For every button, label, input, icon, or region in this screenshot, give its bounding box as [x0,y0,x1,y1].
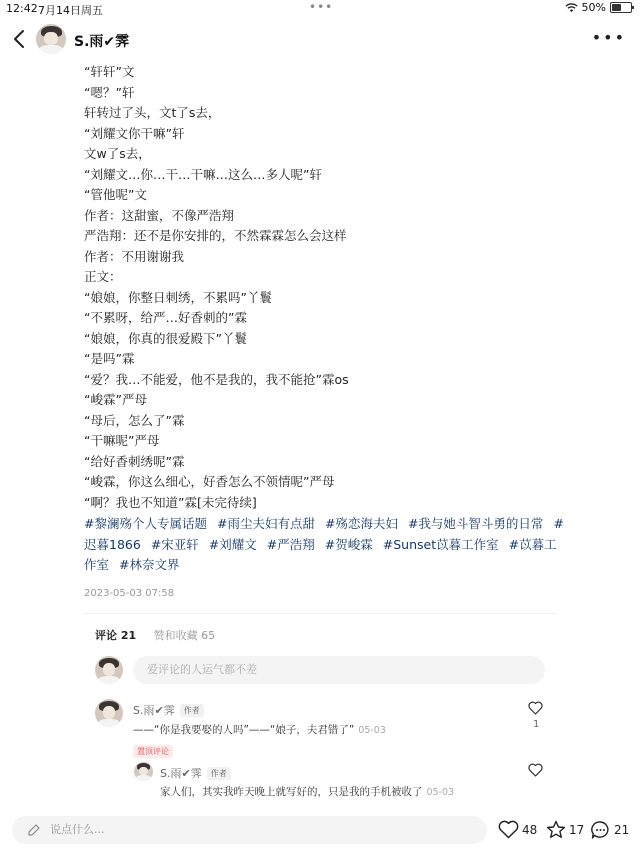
divider [84,613,556,614]
reply-header [160,762,231,781]
post-line: “爱？我…不能爱，他不是我的，我不能抢”霖os [84,371,349,387]
post-line: 文w了s去， [84,146,151,161]
avatar-shirt [136,775,151,781]
comment-like-count: 1 [533,719,540,730]
post-tags [84,514,564,576]
status-date: 7月14日周五 [38,4,103,17]
post-line: “是吗”霖 [84,351,135,366]
avatar-face [139,767,147,775]
hashtag[interactable]: #黎澜殇个人专属话题 [84,516,207,531]
hashtag[interactable]: #迟暮1866 [84,516,564,552]
heart-icon [498,820,519,839]
comment-header [133,699,204,718]
post-line: “刘耀文…你…干…干嘛…这么…多人呢”轩 [84,166,322,182]
author-avatar[interactable] [36,24,66,54]
wifi-icon [565,3,578,13]
avatar-shirt [98,676,120,684]
status-time: 12:42 [6,2,38,15]
comment-time: 05-03 [358,725,386,736]
post-content [84,62,564,576]
collect-count: 17 [569,822,585,837]
avatar-face [103,706,115,718]
pinned-comment-badge: 置顶评论 [133,745,173,758]
avatar-face [103,663,115,675]
comment-tabs [95,627,229,643]
post-line: “管他呢”文 [84,187,147,202]
back-arrow-icon[interactable] [10,28,30,50]
reply-author-badge: 作者 [207,767,231,780]
reply-author[interactable]: S.雨✔霁 [160,767,202,780]
pen-icon [26,817,40,843]
more-options-icon[interactable]: ••• [591,28,626,47]
like-action[interactable] [498,820,537,839]
hashtag[interactable]: #雨尘夫妇有点甜 [216,516,315,531]
battery-percent: 50% [581,1,606,14]
post-date: 2023-05-03 07:58 [84,588,175,599]
hashtag[interactable]: #殇恋海夫妇 [324,516,398,531]
post-line: “嗯？”轩 [84,84,135,100]
reply-body[interactable] [160,780,454,799]
hashtag[interactable]: #宋亚轩 [150,536,199,552]
avatar-shirt [39,45,63,54]
post-line: “峻霖”严母 [84,392,147,407]
battery-fill [612,4,621,11]
post-header [0,22,640,58]
reply-like-icon[interactable] [528,763,543,777]
post-line: 作者：不用谢谢我 [84,248,185,264]
author-name[interactable]: S.雨✔霁 [74,34,130,50]
comment-author[interactable]: S.雨✔霁 [133,704,175,717]
hashtag[interactable]: #Sunset苡暮工作室 [382,536,499,552]
hashtag[interactable]: #林奈文界 [119,557,180,572]
post-line: “啊？我也不知道”霖[未完待续] [84,494,257,510]
comment-body[interactable] [133,718,386,737]
like-count: 48 [522,822,538,837]
post-line: “给好香刺绣呢”霖 [84,453,185,469]
avatar-shirt [98,719,120,727]
post-line: “娘娘，你真的很爱殿下”丫鬟 [84,330,247,346]
comment-count: 21 [614,823,630,837]
post-line: “娘娘，你整日刺绣，不累吗”丫鬟 [84,289,272,305]
reply-text: 家人们，其实我昨天晚上就写好的，只是我的手机被收了 [160,786,423,798]
post-line: “刘耀文你干嘛”轩 [84,125,185,141]
post-line: “峻霖，你这么细心，好香怎么不领情呢”严母 [84,474,335,489]
comment-input[interactable]: 爱评论的人运气都不差 [133,656,545,684]
post-line: 严浩翔：还不是你安排的，不然霖霖怎么会这样 [84,228,347,243]
my-avatar [95,656,123,684]
hashtag[interactable]: #严浩翔 [266,536,315,552]
post-line: “干嘛呢”严母 [84,433,160,448]
say-something-input[interactable] [12,816,487,844]
hashtag[interactable]: #刘耀文 [208,536,257,552]
avatar-face [44,32,57,45]
post-lines [84,62,564,513]
tab-comments[interactable]: 评论 21 [95,629,137,642]
post-line: 作者：这甜蜜，不像严浩翔 [84,207,235,223]
tab-likes-collects[interactable]: 赞和收藏 65 [153,629,216,642]
reply-time: 05-03 [426,787,455,798]
reply-avatar[interactable] [134,762,153,781]
collect-action[interactable] [546,820,584,839]
star-icon [546,820,566,839]
status-bar [0,0,640,18]
comment-text: ——“你是我要娶的人吗”——“娘子，夫君错了” [133,724,355,736]
commenter-avatar[interactable] [95,699,123,727]
post-line: 正文： [84,269,122,284]
post-line: “不累呀，给严…好香刺的”霖 [84,310,247,325]
post-line: “母后，怎么了”霖 [84,412,185,428]
status-right [565,1,632,14]
author-badge: 作者 [180,704,204,717]
comment-bubble-icon [590,820,611,840]
hashtag[interactable]: #我与她斗智斗勇的日常 [407,516,544,531]
hashtag[interactable]: #贺峻霖 [324,536,373,552]
bottom-bar [0,812,640,853]
say-something-placeholder: 说点什么... [50,823,105,836]
comment-action[interactable] [590,820,629,840]
hashtag[interactable]: #苡暮工作室 [84,536,557,572]
pinned-label-wrap [133,739,173,758]
battery-icon [610,2,632,13]
post-line: 轩转过了头，文t了s去， [84,105,221,120]
post-line: “轩轩”文 [84,64,135,79]
multitask-dots-icon[interactable]: ••• [309,0,334,14]
comment-like-icon[interactable] [528,701,543,715]
